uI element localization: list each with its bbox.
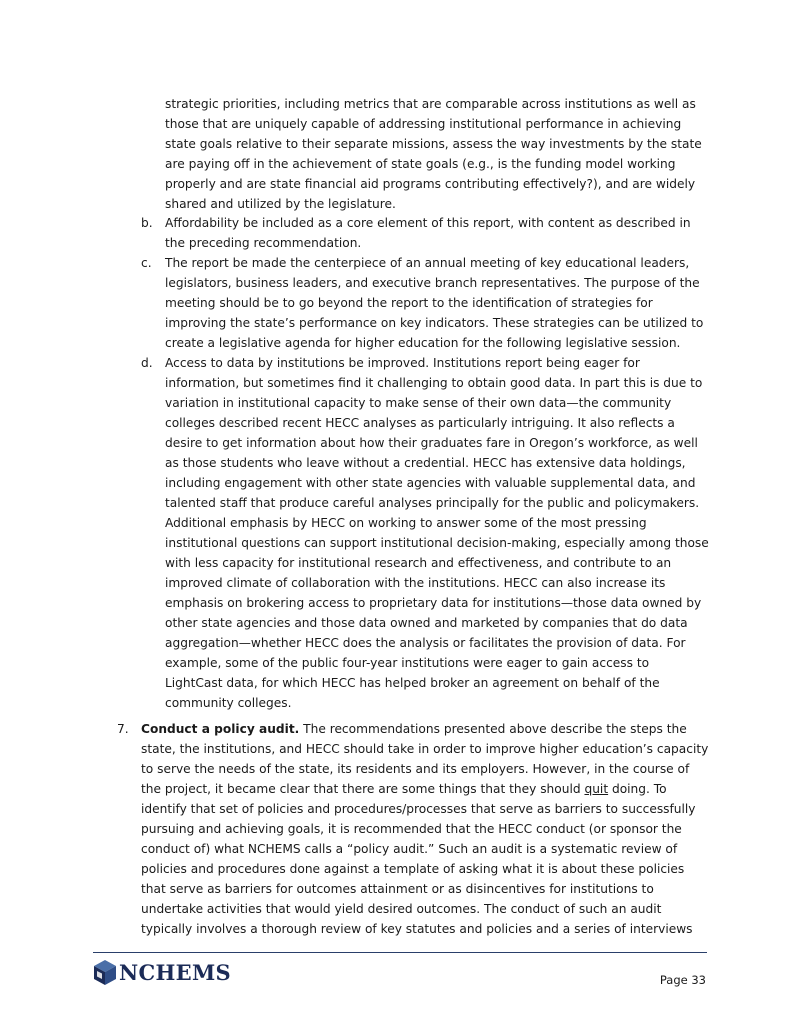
item-number: 7.: [117, 722, 129, 736]
list-item-text: Affordability be included as a core element of this report, with content as described in the preceding recommendation.: [165, 216, 691, 250]
footer-rule: [93, 952, 707, 953]
item-heading: Conduct a policy audit.: [141, 722, 300, 736]
underlined-word: quit: [584, 782, 609, 796]
page-number: Page 33: [659, 973, 706, 987]
list-item-label: c.: [141, 256, 152, 270]
item-text-after: doing. To identify that set of policies and procedures/processes that serve as barriers to successfully pursuing and achieving goals, it is recommended that the HECC conduct (or sponsor the conduct of) what NCHEMS calls a “policy audit.” Such an audit is a systematic review of policies and procedures done against a template of asking what it is about these policies that serve as barriers for outcomes attainment or as disincentives for institutions to undertake activities that would yield desired outcomes. The conduct of such an audit typically involves a thorough review of key statutes and policies and a series of interviews: [141, 782, 696, 936]
list-item-label: b.: [141, 216, 153, 230]
continuation-paragraph: strategic priorities, including metrics that are comparable across institutions as well as those that are uniquely capable of addressing institutional performance in achieving state goals relative to their separate missions, assess the way investments by the state are paying off in the achievement of state goals (e.g., is the funding model working properly and are state financial aid programs contributing effectively?), and are widely shared and utilized by the legislature.: [165, 97, 702, 211]
item-text: [141, 719, 710, 939]
logo-wordmark: NCHEMS: [119, 959, 231, 985]
list-item-text: Access to data by institutions be improved. Institutions report being eager for information, but sometimes find it challenging to obtain good data. In part this is due to variation in institutional capacity to make sense of their own data—the community colleges described recent HECC analyses as particularly intriguing. It also reflects a desire to get information about how their graduates fare in Oregon’s workforce, as well as those students who leave without a credential. HECC has extensive data holdings, including engagement with other state agencies with valuable supplemental data, and talented staff that produce careful analyses principally for the public and policymakers. Additional emphasis by HECC on working to answer some of the most pressing institutional questions can support institutional decision-making, especially among those with less capacity for institutional research and effectiveness, and contribute to an improved climate of collaboration with the institutions. HECC can also increase its emphasis on brokering access to proprietary data for institutions—those data owned by other state agencies and those data owned and marketed by companies that do data aggregation—whether HECC does the analysis or facilitates the provision of data. For example, some of the public four-year institutions were eager to gain access to LightCast data, for which HECC has helped broker an agreement on behalf of the community colleges.: [165, 356, 709, 710]
cube-logo-icon: [93, 959, 117, 986]
list-item-label: d.: [141, 356, 153, 370]
list-item-c: [141, 253, 710, 353]
item-text-before: The recommendations presented above describe the steps the state, the institutions, and HECC should take in order to improve higher education’s capacity to serve the needs of the state, its residents and its employers. However, in the course of the project, it became clear that there are some things that they should: [141, 722, 709, 796]
nchems-logo: [93, 958, 231, 986]
list-item-d: [141, 353, 710, 713]
numbered-item-7: [117, 719, 710, 939]
list-item-b: [141, 213, 710, 253]
list-item-text: The report be made the centerpiece of an annual meeting of key educational leaders, legislators, business leaders, and executive branch representatives. The purpose of the meeting should be to go beyond the report to the identification of strategies for improving the state’s performance on key indicators. These strategies can be utilized to create a legislative agenda for higher education for the following legislative session.: [165, 256, 704, 350]
